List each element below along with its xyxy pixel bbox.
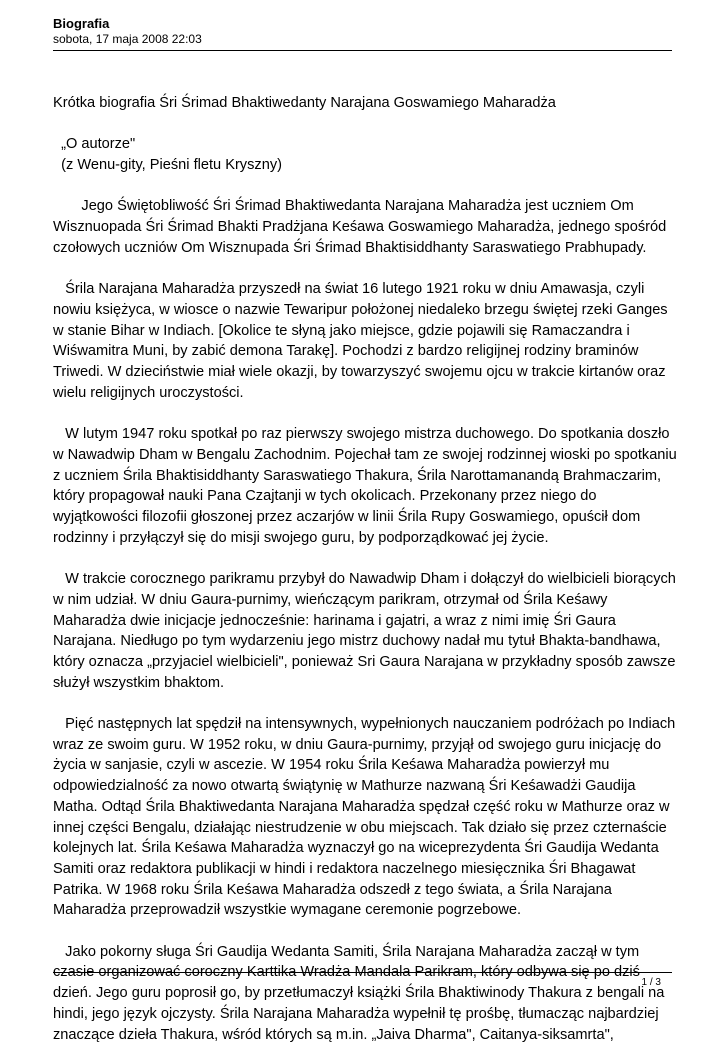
document-title: Biografia bbox=[53, 16, 110, 31]
header-divider bbox=[53, 50, 672, 51]
paragraph: W trakcie corocznego parikramu przybył do Nawadwip Dham i dołączył do wielbicieli biorących w nim udział. W dniu Gaura-purnimy, wieńczącym parikram, otrzymał od Śrila Keśawy Maharadża dwie inicjacje jednocześnie: harinama i gajatri, a wraz z nimi imię Śri Gaura Narajana. Niedługo po tym wydarzeniu jego mistrz duchowy nadał mu tytuł Bhakta-bandhawa, który oznacza „przyjaciel wielbicieli", ponieważ Sri Gaura Narajana w przykładny sposób zawsze służył wszystkim bhaktom. bbox=[53, 571, 680, 691]
page-number: 1 / 3 bbox=[641, 977, 661, 988]
document-header bbox=[53, 16, 202, 47]
paragraph: W lutym 1947 roku spotkał po raz pierwszy swojego mistrza duchowego. Do spotkania doszło w Nawadwip Dham w Bengalu Zachodnim. Pojechał tam ze swojej rodzinnej wioski po spotkaniu z uczniem Śrila Bhaktisiddhanty Saraswatiego Thakura, Śrila Narottamanandą Brahmaczarim, który propagował nauki Pana Czajtanji w tych okolicach. Przekonany przez niego do wyjątkowości filozofii głoszonej przez aczarjów w linii Śrila Rupy Goswamiego, opuścił dom rodzinny i przyłączył się do misji swojego guru, by podporządkować jej życie. bbox=[53, 426, 681, 546]
document-date: sobota, 17 maja 2008 22:03 bbox=[53, 32, 202, 46]
about-source: (z Wenu-gity, Pieśni fletu Kryszny) bbox=[53, 157, 282, 174]
paragraph: Śrila Narajana Maharadża przyszedł na świat 16 lutego 1921 roku w dniu Amawasja, czyli nowiu księżyca, w wiosce o nazwie Tewaripur położonej niedaleko brzegu świętej rzeki Ganges w stanie Bihar w Indiach. [Okolice te słyną jako miejsce, gdzie pojawili się Ramaczandra i Wiśwamitra Muni, by zabić demona Tarakę]. Pochodzi z bardzo religijnej rodziny braminów Triwedi. W dzieciństwie miał wiele okazji, by towarzyszyć swojemu ojcu w trakcie kirtanów oraz wielu religijnych uroczystości. bbox=[53, 281, 672, 401]
footer-divider bbox=[53, 972, 672, 973]
article-body bbox=[53, 93, 681, 1045]
paragraph: Jego Świętobliwość Śri Śrimad Bhaktiwedanta Narajana Maharadża jest uczniem Om Wisznuopada Śri Śrimad Bhakti Pradżjana Keśawa Goswamiego Maharadża, jednego spośród czołowych uczniów Om Wisznupada Śri Śrimad Bhaktisiddhanty Saraswatiego Prabhupady. bbox=[53, 198, 671, 256]
about-title: „O autorze" bbox=[53, 136, 136, 153]
article-heading: Krótka biografia Śri Śrimad Bhaktiwedanty Narajana Goswamiego Maharadża bbox=[53, 95, 556, 111]
paragraph: Jako pokorny sługa Śri Gaudija Wedanta Samiti, Śrila Narajana Maharadża zaczął w tym czasie organizować coroczny Karttika Wradża Mandala Parikram, który odbywa się po dziś dzień. Jego guru poprosił go, by przetłumaczył książki Śrila Bhaktiwinody Thakura z bengali na hindi, jego język ojczysty. Śrila Narajana Maharadża wypełnił tę prośbę, tłumacząc najbardziej znaczące dzieła Thakura, wśród których są m.in. „Jaiva Dharma", Caitanya-siksamrta", bbox=[53, 943, 669, 1043]
paragraph: Pięć następnych lat spędził na intensywnych, wypełnionych nauczaniem podróżach po Indiach wraz ze swoim guru. W 1952 roku, w dniu Gaura-purnimy, przyjął od swojego guru inicjację do życia w sanjasie, czyli w ascezie. W 1954 roku Śrila Keśawa Maharadża powierzył mu odpowiedzialność za nowo otwartą świątynię w Mathurze nazwaną Śri Keśawadżi Gaudija Matha. Odtąd Śrila Bhaktiwedanta Narajana Maharadża spędzał część roku w Mathurze oraz w innej części Bengalu, działając niestrudzenie w obu miejscach. Tak działo się przez czternaście kolejnych lat. Śrila Keśawa Maharadża wyznaczył go na wiceprezydenta Śri Gaudija Wedanta Samiti oraz redaktora publikacji w hindi i redaktora naczelnego miesięcznika Śri Bhagawat Patrika. W 1968 roku Śrila Keśawa Maharadża odszedł z tego świata, a Śrila Narajana Maharadża przeprowadził wszystkie wymagane ceremonie pogrzebowe. bbox=[53, 716, 680, 919]
